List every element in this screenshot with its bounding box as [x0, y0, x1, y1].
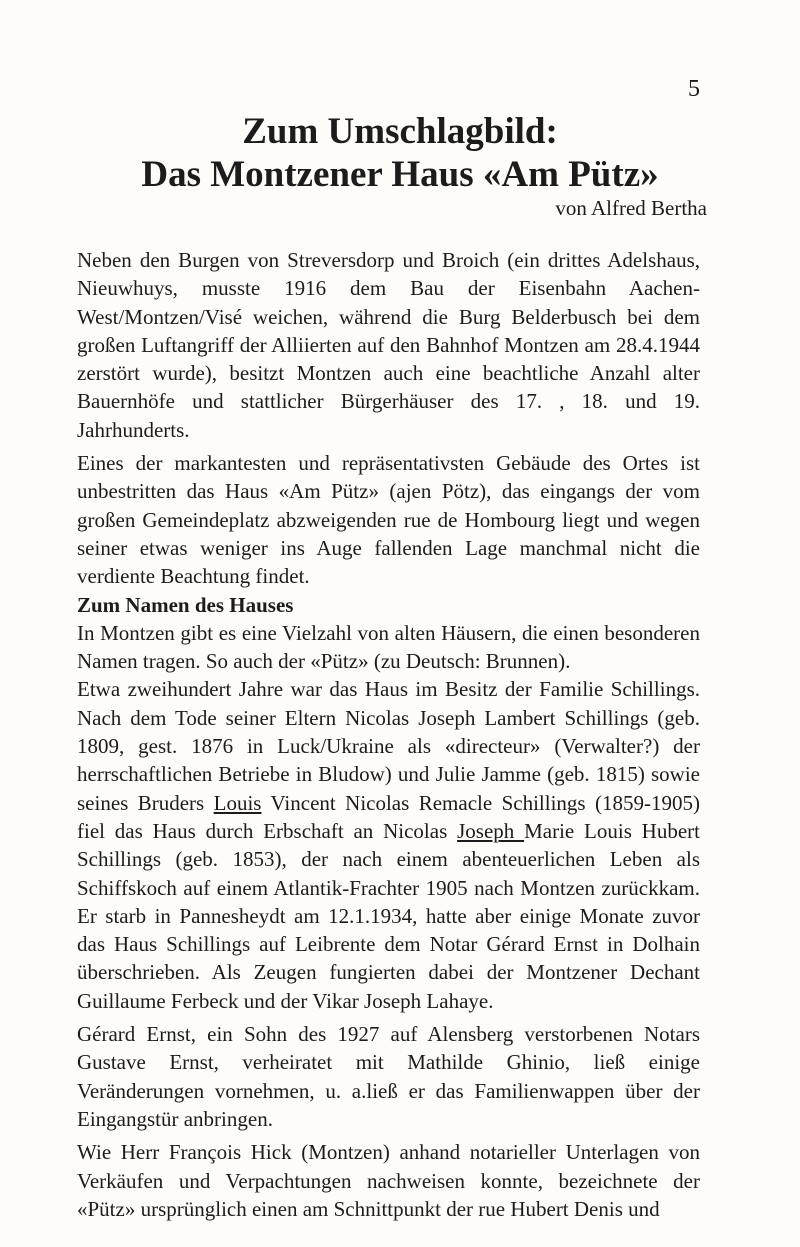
- page-number: 5: [688, 76, 700, 102]
- paragraph-1: Neben den Burgen von Streversdorp und Broich (ein drittes Adelshaus, Nieuwhuys, musste 1916 dem Bau der Eisenbahn Aachen-West/Montzen/Visé weichen, während die Burg Belderbusch bei dem großen Luftangriff der Alliierten auf den Bahnhof Montzen am 28.4.1944 zerstört wurde), besitzt Montzen auch eine beachtliche Anzahl alter Bauernhöfe und stattlicher Bürgerhäuser des 17. , 18. und 19. Jahrhunderts.: [77, 248, 700, 442]
- title-line-2: Das Montzener Haus «Am Pütz»: [141, 154, 659, 195]
- section-heading: Zum Namen des Hauses: [77, 592, 294, 617]
- paragraph-4-part-b: Vincent Nicolas Remacle Schillings (1859-1905) fiel das Haus durch Erbschaft an Nicolas: [77, 790, 700, 843]
- paragraph-2: Eines der markantesten und repräsentativsten Gebäude des Ortes ist unbestritten das Haus «Am Pütz» (ajen Pötz), das eingangs der vom großen Gemeindeplatz abzweigenden rue de Hombourg liegt und wegen seiner etwas weniger ins Auge fallenden Lage manchmal nicht die verdiente Beachtung findet.: [77, 451, 700, 589]
- paragraph-5: Gérard Ernst, ein Sohn des 1927 auf Alensberg verstorbenen Notars Gustave Ernst, verheiratet mit Mathilde Ghinio, ließ einige Veränderungen vornehmen, u. a.ließ er das Familienwappen über der Eingangstür anbringen.: [77, 1022, 700, 1131]
- paragraph-4: [77, 675, 700, 1015]
- underlined-name-joseph: Joseph: [457, 818, 525, 843]
- title-line-1: Zum Umschlagbild:: [242, 111, 558, 152]
- paragraph-6: Wie Herr François Hick (Montzen) anhand notarieller Unterlagen von Verkäufen und Verpachtungen nachweisen konnte, bezeichnete der «Pütz» ursprünglich einen am Schnittpunkt der rue Hubert Denis und: [77, 1140, 700, 1221]
- paragraph-4-part-c: Marie Louis Hubert Schillings (geb. 1853), der nach einem abenteuerlichen Leben als Schiffskoch auf einem Atlantik-Frachter 1905 nach Montzen zurückkam. Er starb in Pannesheydt am 12.1.1934, hatte aber einige Monate zuvor das Haus Schillings auf Leibrente dem Notar Gérard Ernst in Dolhain überschrieben. Als Zeugen fungierten dabei der Montzener Dechant Guillaume Ferbeck und der Vikar Joseph Lahaye.: [77, 818, 700, 1013]
- article-title: [0, 110, 800, 196]
- underlined-name-louis: Louis: [213, 790, 262, 815]
- author-byline: von Alfred Bertha: [555, 196, 707, 220]
- paragraph-3: In Montzen gibt es eine Vielzahl von alten Häusern, die einen besonderen Namen tragen. So auch der «Pütz» (zu Deutsch: Brunnen).: [77, 620, 700, 674]
- article-body: [77, 246, 700, 1223]
- paragraph-4-part-a: Etwa zweihundert Jahre war das Haus im Besitz der Familie Schillings. Nach dem Tode seiner Eltern Nicolas Joseph Lambert Schillings (geb. 1809, gest. 1876 in Luck/Ukraine als «directeur» (Verwalter?) der herrschaftlichen Betriebe in Bludow) und Julie Jamme (geb. 1815) sowie seines Bruders: [77, 677, 700, 815]
